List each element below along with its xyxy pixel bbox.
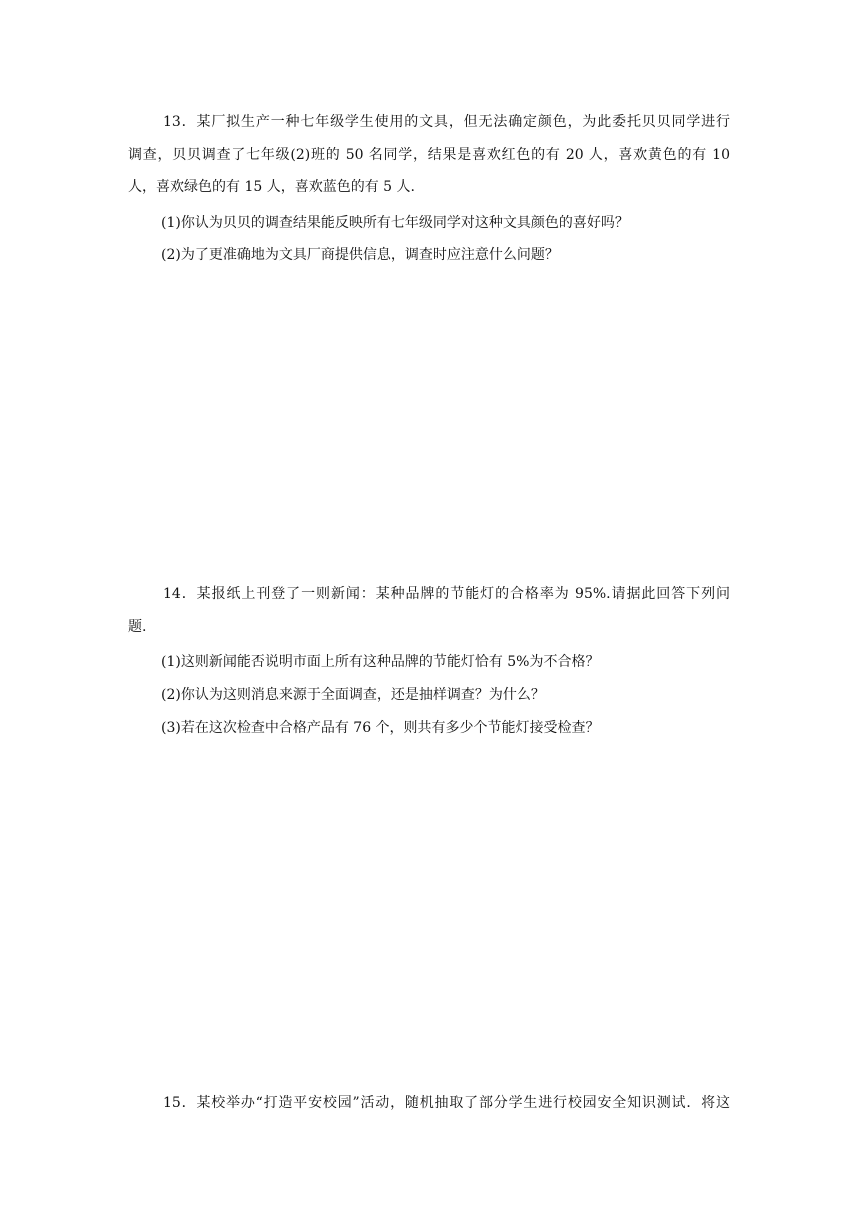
question-13-line-3: 人，喜欢绿色的有 15 人，喜欢蓝色的有 5 人. (128, 179, 415, 195)
question-14-part-2: (2)你认为这则消息来源于全面调查，还是抽样调查？为什么？ (161, 687, 545, 703)
question-14-line-2: 题. (128, 619, 147, 635)
question-14-part-1: (1)这则新闻能否说明市面上所有这种品牌的节能灯恰有 5%为不合格？ (161, 654, 600, 670)
question-13-line-2: 调查，贝贝调查了七年级(2)班的 50 名同学，结果是喜欢红色的有 20 人，喜欢黄色的有 10 (128, 147, 730, 163)
question-13-line-1: 13．某厂拟生产一种七年级学生使用的文具，但无法确定颜色，为此委托贝贝同学进行 (163, 114, 730, 130)
question-15-line-1: 15．某校举办“打造平安校园”活动，随机抽取了部分学生进行校园安全知识测试．将这 (163, 1095, 730, 1111)
question-14-line-1: 14．某报纸上刊登了一则新闻：某种品牌的节能灯的合格率为 95%.请据此回答下列问 (163, 586, 730, 602)
question-13-part-2: (2)为了更准确地为文具厂商提供信息，调查时应注意什么问题？ (161, 247, 559, 263)
question-14-part-3: (3)若在这次检查中合格产品有 76 个，则共有多少个节能灯接受检查？ (161, 720, 600, 736)
question-13-part-1: (1)你认为贝贝的调查结果能反映所有七年级同学对这种文具颜色的喜好吗？ (161, 215, 629, 231)
